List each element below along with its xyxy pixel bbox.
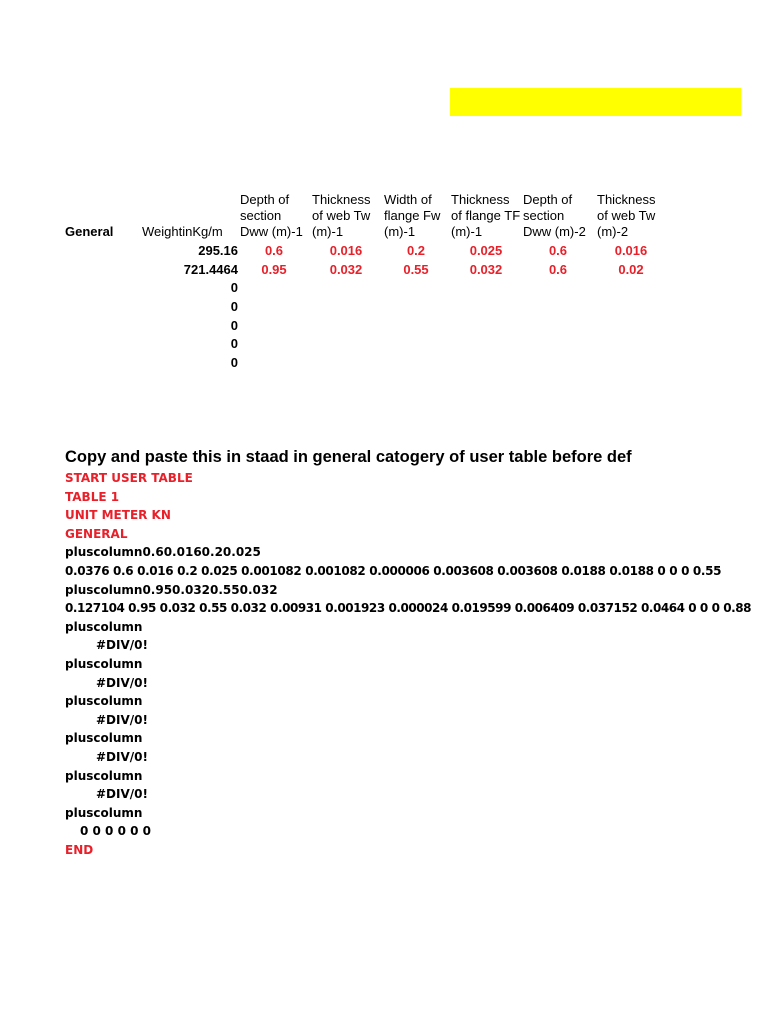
weight-cell[interactable]: 721.4464 — [183, 262, 238, 277]
table-row — [0, 354, 768, 373]
header-depth-2: Depth of section Dww (m)-2 — [523, 192, 586, 239]
staad-line[interactable]: pluscolumn — [65, 805, 143, 820]
value-cell[interactable]: 0.6 — [548, 243, 568, 258]
staad-line[interactable]: 0.127104 0.95 0.032 0.55 0.032 0.00931 0.001923 0.000024 0.019599 0.006409 0.037152 0.0464 0 0 0 0.88 — [65, 601, 751, 616]
table-row — [0, 279, 768, 298]
value-cell[interactable]: 0.016 — [614, 243, 648, 258]
header-flange-width-1: Width of flange Fw (m)-1 — [384, 192, 441, 239]
staad-line[interactable]: START USER TABLE — [65, 471, 193, 485]
value-cell[interactable]: 0.02 — [618, 262, 644, 277]
staad-line[interactable]: pluscolumn — [65, 694, 143, 709]
instruction-heading: Copy and paste this in staad in general catogery of user table before def — [65, 448, 632, 466]
header-depth-1: Depth of section Dww (m)-1 — [240, 192, 303, 239]
weight-cell[interactable]: 0 — [230, 299, 238, 314]
staad-line[interactable]: #DIV/0! — [96, 712, 148, 727]
table-row — [0, 317, 768, 336]
staad-line[interactable]: GENERAL — [65, 526, 128, 541]
value-cell[interactable]: 0.032 — [469, 262, 503, 277]
section-label: General — [65, 224, 114, 239]
staad-line[interactable]: 0.0376 0.6 0.016 0.2 0.025 0.001082 0.001082 0.000006 0.003608 0.003608 0.0188 0.0188 0 0 0 0.55 — [65, 563, 722, 578]
staad-line[interactable]: pluscolumn — [65, 731, 143, 746]
table-row — [0, 335, 768, 354]
value-cell[interactable]: 0.95 — [261, 262, 287, 277]
staad-line[interactable]: pluscolumn — [65, 619, 143, 634]
staad-line[interactable]: pluscolumn — [65, 656, 143, 671]
header-web-thickness-1: Thickness of web Tw (m)-1 — [312, 192, 371, 239]
staad-line[interactable]: #DIV/0! — [96, 749, 148, 764]
highlighted-cell[interactable] — [450, 88, 741, 116]
table-row — [0, 242, 768, 261]
header-flange-thickness-1: Thickness of flange TF (m)-1 — [451, 192, 521, 239]
header-web-thickness-2: Thickness of web Tw (m)-2 — [597, 192, 656, 239]
weight-cell[interactable]: 0 — [230, 318, 238, 333]
staad-line[interactable]: UNIT METER KN — [65, 508, 171, 523]
staad-line[interactable]: END — [65, 842, 94, 857]
staad-line[interactable]: #DIV/0! — [96, 638, 148, 653]
value-cell[interactable]: 0.6 — [264, 243, 284, 258]
staad-line[interactable]: #DIV/0! — [96, 787, 148, 802]
value-cell[interactable]: 0.55 — [403, 262, 429, 277]
value-cell[interactable]: 0.2 — [406, 243, 426, 258]
table-row — [0, 298, 768, 317]
staad-line[interactable]: TABLE 1 — [65, 489, 120, 504]
table-row — [0, 261, 768, 280]
value-cell[interactable]: 0.032 — [329, 262, 363, 277]
staad-user-table — [0, 469, 768, 859]
value-cell[interactable]: 0.016 — [329, 243, 363, 258]
weight-header: WeightinKg/m — [142, 224, 223, 239]
staad-line[interactable]: pluscolumn — [65, 768, 143, 783]
staad-line[interactable]: pluscolumn0.950.0320.550.032 — [65, 582, 278, 597]
value-cell[interactable]: 0.025 — [469, 243, 503, 258]
weight-cell[interactable]: 0 — [230, 336, 238, 351]
weight-cell[interactable]: 0 — [230, 280, 238, 295]
staad-line[interactable]: #DIV/0! — [96, 675, 148, 690]
staad-line[interactable]: pluscolumn0.60.0160.20.025 — [65, 545, 261, 560]
staad-line[interactable]: 0 0 0 0 0 0 — [80, 824, 151, 839]
value-cell[interactable]: 0.6 — [548, 262, 568, 277]
weight-cell[interactable]: 295.16 — [198, 243, 238, 258]
weight-cell[interactable]: 0 — [230, 355, 238, 370]
